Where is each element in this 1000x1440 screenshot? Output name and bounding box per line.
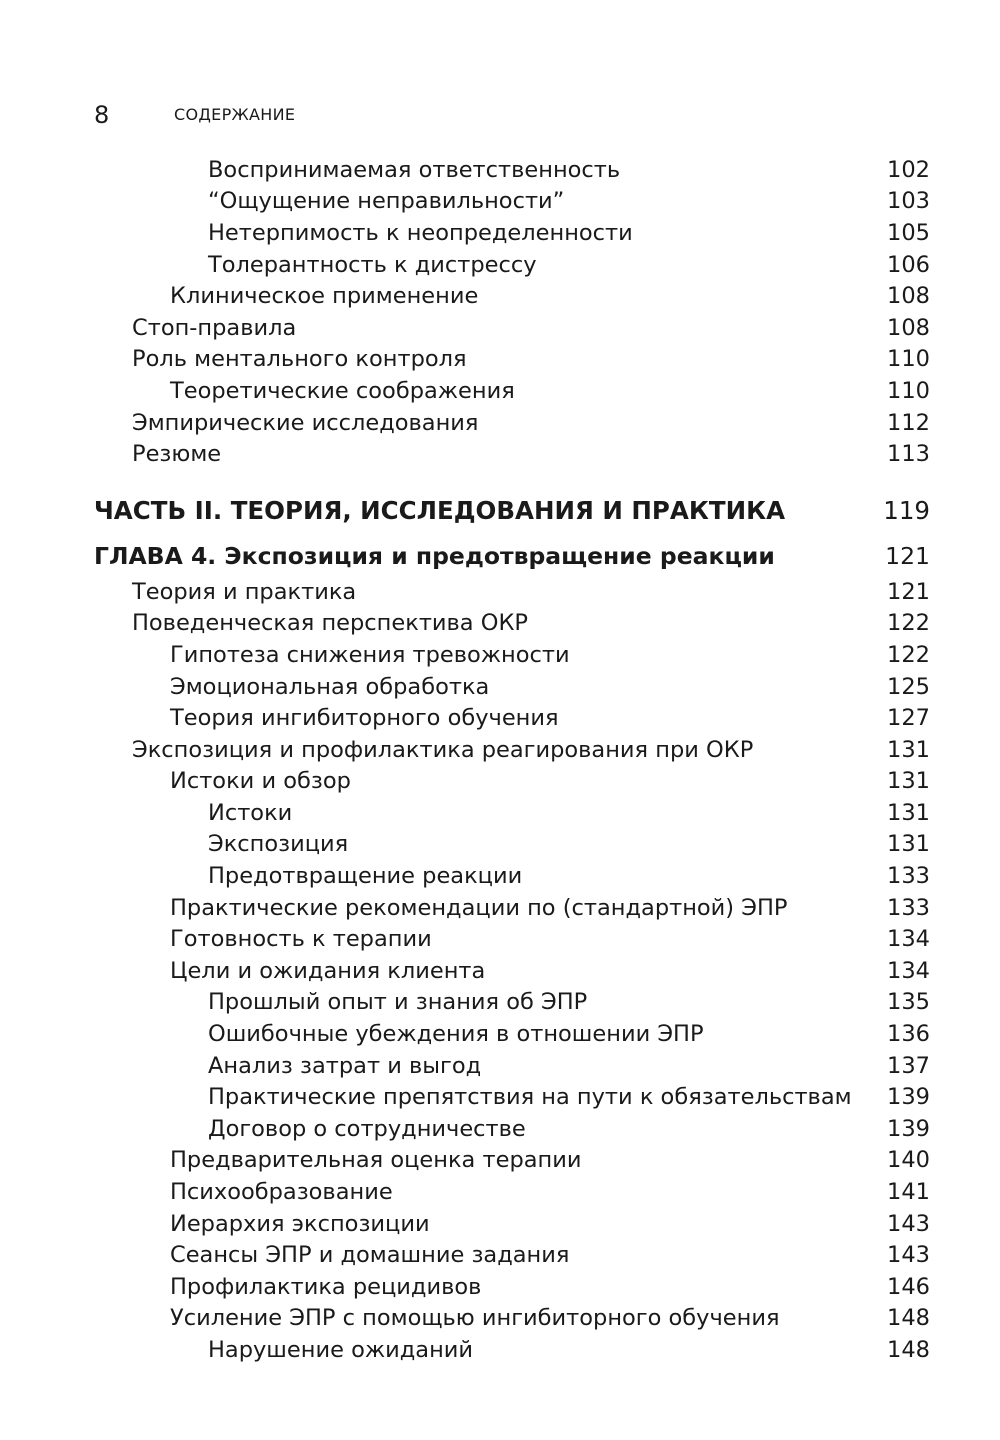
toc-entry: [94, 671, 930, 703]
toc-entry-title: Теоретические соображения: [170, 377, 515, 404]
toc-entry: [94, 249, 930, 281]
toc-entry-page: 122: [887, 641, 930, 668]
toc-entry-page: 110: [887, 346, 930, 373]
toc-entry-page: 139: [887, 1115, 930, 1142]
toc-entry-page: 148: [887, 1336, 930, 1363]
toc-entry-title: Предотвращение реакции: [208, 863, 523, 890]
toc-entry-title: Практические препятствия на пути к обязательствам: [208, 1084, 852, 1111]
toc-entry-title: Экспозиция и профилактика реагирования при ОКР: [132, 736, 754, 763]
toc-entry: [94, 1081, 930, 1113]
toc-entry-page: 134: [887, 957, 930, 984]
toc-entry: [94, 987, 930, 1019]
toc-entry-title: Усиление ЭПР с помощью ингибиторного обучения: [170, 1305, 780, 1332]
toc-entry: [94, 280, 930, 312]
toc-entry-title: Стоп-правила: [132, 314, 297, 341]
toc-entry-page: 141: [887, 1179, 930, 1206]
toc-entry-page: 131: [887, 736, 930, 763]
toc-entry-title: Теория ингибиторного обучения: [170, 705, 559, 732]
toc-entry: [94, 1303, 930, 1335]
toc-entry-title: Воспринимаемая ответственность: [208, 156, 621, 183]
toc-entry-page: 112: [887, 409, 930, 436]
toc-entry-title: Теория и практика: [132, 578, 357, 605]
toc-entry-title: Поведенческая перспектива ОКР: [132, 610, 529, 637]
toc-entry-page: 106: [887, 251, 930, 278]
toc-entry-page: 102: [887, 156, 930, 183]
toc-entry: [94, 1334, 930, 1366]
toc-entry: [94, 407, 930, 439]
toc-entry-title: Иерархия экспозиции: [170, 1210, 430, 1237]
toc-entry: [94, 1208, 930, 1240]
toc-entry: [94, 1176, 930, 1208]
toc-entry-title: Нетерпимость к неопределенности: [208, 219, 633, 246]
toc-entry-page: 103: [887, 188, 930, 215]
toc-entry: [94, 955, 930, 987]
toc-entry-title: Сеансы ЭПР и домашние задания: [170, 1242, 570, 1269]
toc-entry: [94, 892, 930, 924]
page-header: [94, 98, 930, 134]
toc-entry-title: Эмоциональная обработка: [170, 673, 490, 700]
toc-entry-page: 131: [887, 799, 930, 826]
toc-entry-page: 148: [887, 1305, 930, 1332]
toc-entry-page: 137: [887, 1052, 930, 1079]
toc-entry-title: Истоки и обзор: [170, 768, 351, 795]
toc-entry-page: 131: [887, 831, 930, 858]
toc-entry: [94, 438, 930, 470]
running-head: СОДЕРЖАНИЕ: [174, 105, 296, 124]
toc-chapter-page: 121: [885, 541, 930, 570]
toc-entry: [94, 829, 930, 861]
toc-entry-title: Прошлый опыт и знания об ЭПР: [208, 989, 588, 1016]
toc-entry: [94, 639, 930, 671]
toc-entry-title: “Ощущение неправильности”: [208, 188, 565, 215]
toc-entry-title: Ошибочные убеждения в отношении ЭПР: [208, 1021, 704, 1048]
toc-part-heading: [94, 490, 930, 532]
toc-entry: [94, 375, 930, 407]
toc-entry-page: 122: [887, 610, 930, 637]
toc-entry-title: Профилактика рецидивов: [170, 1273, 482, 1300]
toc-entry: [94, 1271, 930, 1303]
toc-entry-page: 139: [887, 1084, 930, 1111]
toc-entry: [94, 860, 930, 892]
toc-entry: [94, 186, 930, 218]
toc-entry-page: 134: [887, 926, 930, 953]
toc-entry: [94, 766, 930, 798]
toc-entry: [94, 702, 930, 734]
toc-entry: [94, 576, 930, 608]
toc-entry-title: Нарушение ожиданий: [208, 1336, 474, 1363]
toc-part-title: ЧАСТЬ II. ТЕОРИЯ, ИССЛЕДОВАНИЯ И ПРАКТИКА: [94, 496, 786, 526]
toc-entry-page: 113: [887, 441, 930, 468]
toc-entry-page: 133: [887, 863, 930, 890]
toc-chapter-heading: [94, 536, 930, 576]
toc-entry-page: 127: [887, 705, 930, 732]
toc-entry-title: Договор о сотрудничестве: [208, 1115, 526, 1142]
toc-entry-page: 108: [887, 314, 930, 341]
table-of-contents: [94, 154, 930, 1366]
toc-entry-page: 133: [887, 894, 930, 921]
toc-entry-page: 131: [887, 768, 930, 795]
toc-entry-page: 121: [887, 578, 930, 605]
toc-entry: [94, 1050, 930, 1082]
toc-entry-title: Психообразование: [170, 1179, 393, 1206]
toc-entry-title: Цели и ожидания клиента: [170, 957, 486, 984]
toc-entry-title: Эмпирические исследования: [132, 409, 479, 436]
toc-entry: [94, 797, 930, 829]
toc-entry-title: Роль ментального контроля: [132, 346, 467, 373]
toc-entry: [94, 312, 930, 344]
toc-entry: [94, 1018, 930, 1050]
toc-entry-title: Практические рекомендации по (стандартной) ЭПР: [170, 894, 788, 921]
toc-entry: [94, 1113, 930, 1145]
toc-entry-page: 143: [887, 1210, 930, 1237]
toc-entry: [94, 1145, 930, 1177]
toc-entry: [94, 154, 930, 186]
toc-entry-page: 135: [887, 989, 930, 1016]
toc-part-page: 119: [883, 496, 930, 526]
toc-entry-title: Клиническое применение: [170, 283, 479, 310]
toc-entry-title: Толерантность к дистрессу: [208, 251, 537, 278]
toc-entry: [94, 1239, 930, 1271]
toc-entry-page: 125: [887, 673, 930, 700]
toc-entry: [94, 217, 930, 249]
page-number: 8: [94, 101, 110, 129]
toc-entry-title: Экспозиция: [208, 831, 349, 858]
toc-entry: [94, 734, 930, 766]
toc-entry-page: 105: [887, 219, 930, 246]
toc-chapter-title: ГЛАВА 4. Экспозиция и предотвращение реакции: [94, 541, 775, 570]
toc-entry: [94, 344, 930, 376]
toc-entry-page: 143: [887, 1242, 930, 1269]
toc-entry-page: 146: [887, 1273, 930, 1300]
toc-entry-title: Гипотеза снижения тревожности: [170, 641, 570, 668]
toc-entry-title: Истоки: [208, 799, 293, 826]
toc-entry-page: 140: [887, 1147, 930, 1174]
toc-entry: [94, 923, 930, 955]
toc-entry-title: Предварительная оценка терапии: [170, 1147, 582, 1174]
toc-entry-page: 110: [887, 377, 930, 404]
toc-entry-title: Анализ затрат и выгод: [208, 1052, 482, 1079]
toc-entry: [94, 608, 930, 640]
toc-entry-page: 108: [887, 283, 930, 310]
toc-entry-page: 136: [887, 1021, 930, 1048]
toc-entry-title: Резюме: [132, 441, 222, 468]
toc-entry-title: Готовность к терапии: [170, 926, 432, 953]
